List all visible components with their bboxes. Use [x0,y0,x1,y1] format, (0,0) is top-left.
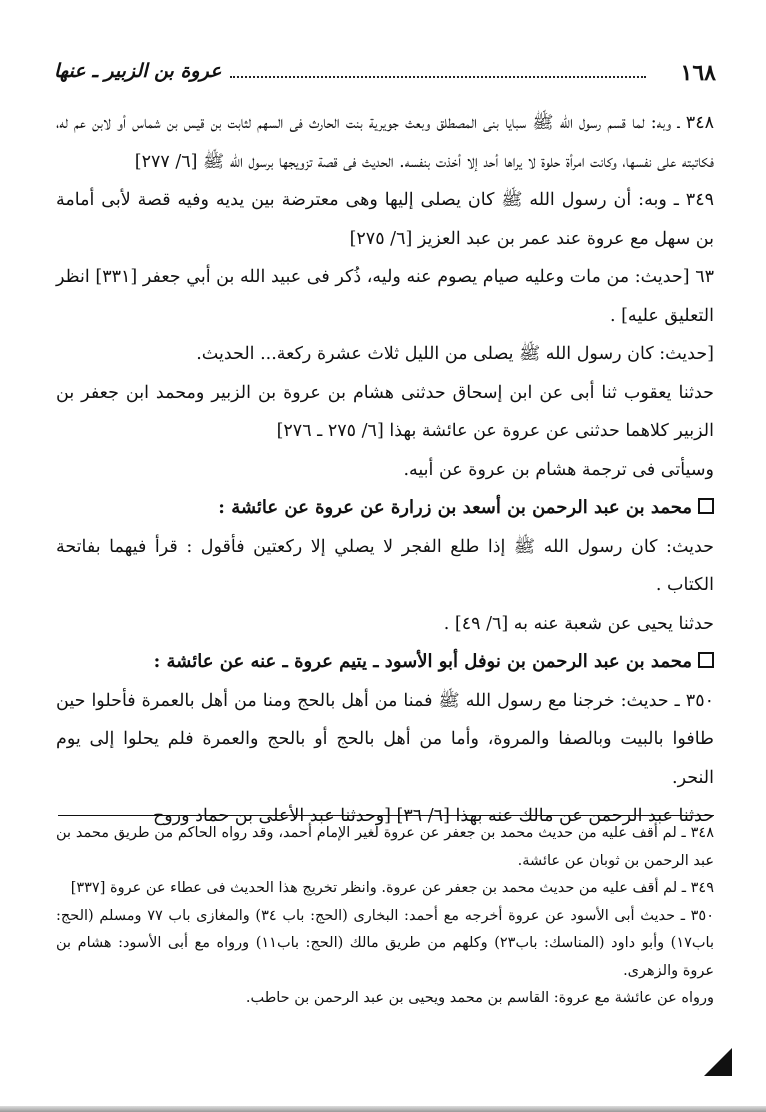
main-text [56,104,714,836]
paragraph: ٦٣ [حديث: من مات وعليه صيام يصوم عنه وليه، ذُكر فى عبيد الله بن أبي جعفر [٣٣١] انظر التعليق عليه] . [56,267,714,326]
footnote: ٣٤٩ ـ لم أقف عليه من حديث محمد بن جعفر عن عروة. وانظر تخريج هذا الحديث فى عطاء عن عروة [٣٣٧] [70,880,714,896]
footnote: ٣٥٠ ـ حديث أبى الأسود عن عروة أخرجه مع أحمد: البخارى (الحج: باب ٣٤) والمغازى باب ٧٧ ومسلم (الحج: باب١٧) وأبو داود (المناسك: باب٢٣) وكلهم من طريق مالك (الحج: باب١١) ورواه مع أبى الأسود: هشام بن عروة والزهرى. [56,907,714,979]
page-number: ١٦٨ [680,60,716,86]
paragraph: ٣٤٩ ـ وبه: أن رسول الله ﷺ كان يصلى إليها وهى معترضة بين يديه وفيه قصة لأبى أمامة بن سهل مع عروة عند عمر بن عبد العزيز [٦/ ٢٧٥] [56,190,714,249]
paragraph: حدثنا يعقوب ثنا أبى عن ابن إسحاق حدثنى هشام بن عروة بن الزبير ومحمد ابن جعفر بن الزبير كلاهما حدثنى عن عروة عن عائشة بهذا [٦/ ٢٧٥ ـ ٢٧٦] [56,382,714,441]
footnote: ورواه عن عائشة مع عروة: القاسم بن محمد ويحيى بن عبد الرحمن بن حاطب. [245,990,714,1006]
running-title: عروة بن الزبير ـ عنها [54,60,222,82]
page-corner-triangle [704,1048,732,1076]
footnote-divider [58,815,714,816]
paragraph: حدثنا يحيى عن شعبة عنه به [٦/ ٤٩] . [443,613,714,634]
section-heading-text: محمد بن عبد الرحمن بن أسعد بن زرارة عن عروة عن عائشة : [218,497,692,518]
paragraph: [حديث: كان رسول الله ﷺ يصلى من الليل ثلاث عشرة ركعة... الحديث. [196,344,714,364]
footnotes [56,820,714,1013]
square-bullet-icon [698,498,714,514]
section-heading [56,489,714,528]
paragraph: ٣٤٨ ـ وبه: لما قسم رسول الله ﷺ سبايا بنى المصطلق وبعث جويرية بنت الحارث فى السهم لثابت بن قيس بن شماس أو لابن عم له، فكاتبته على نفسها، وكانت امرأة حلوة لا يراها أحد إلا أخذت بنفسه. الحديث فى قصة تزويجها برسول الله ﷺ [٦/ ٢٧٧] [56,113,714,172]
paragraph: وسيأتى فى ترجمة هشام بن عروة عن أبيه. [403,459,714,480]
square-bullet-icon [698,652,714,668]
footnote: ٣٤٨ ـ لم أقف عليه من حديث محمد بن جعفر عن عروة لغير الإمام أحمد، وقد رواه الحاكم من طريق محمد بن عبد الرحمن بن ثوبان عن عائشة. [56,825,715,869]
scan-bottom-edge [0,1106,766,1112]
section-heading-text: محمد بن عبد الرحمن بن نوفل أبو الأسود ـ يتيم عروة ـ عنه عن عائشة : [153,651,692,672]
paragraph: حديث: كان رسول الله ﷺ إذا طلع الفجر لا يصلي إلا ركعتين فأقول : قرأ فيهما بفاتحة الكتاب . [56,536,714,595]
header-dotted-leader [230,76,646,78]
section-heading [56,643,714,682]
page-header [40,58,726,88]
paragraph: حدثنا عبد الرحمن عن مالك عنه بهذا [٦/ ٣٦] [وحدثنا عبد الأعلى بن حماد وروح [152,806,714,826]
paragraph: ٣٥٠ ـ حديث: خرجنا مع رسول الله ﷺ فمنا من أهل بالحج ومنا من أهل بالعمرة فأحلوا حين طافوا بالبيت وبالصفا والمروة، وأما من أهل بالحج أو بالحج والعمرة فلم يحلوا إلى يوم النحر. [56,690,714,788]
